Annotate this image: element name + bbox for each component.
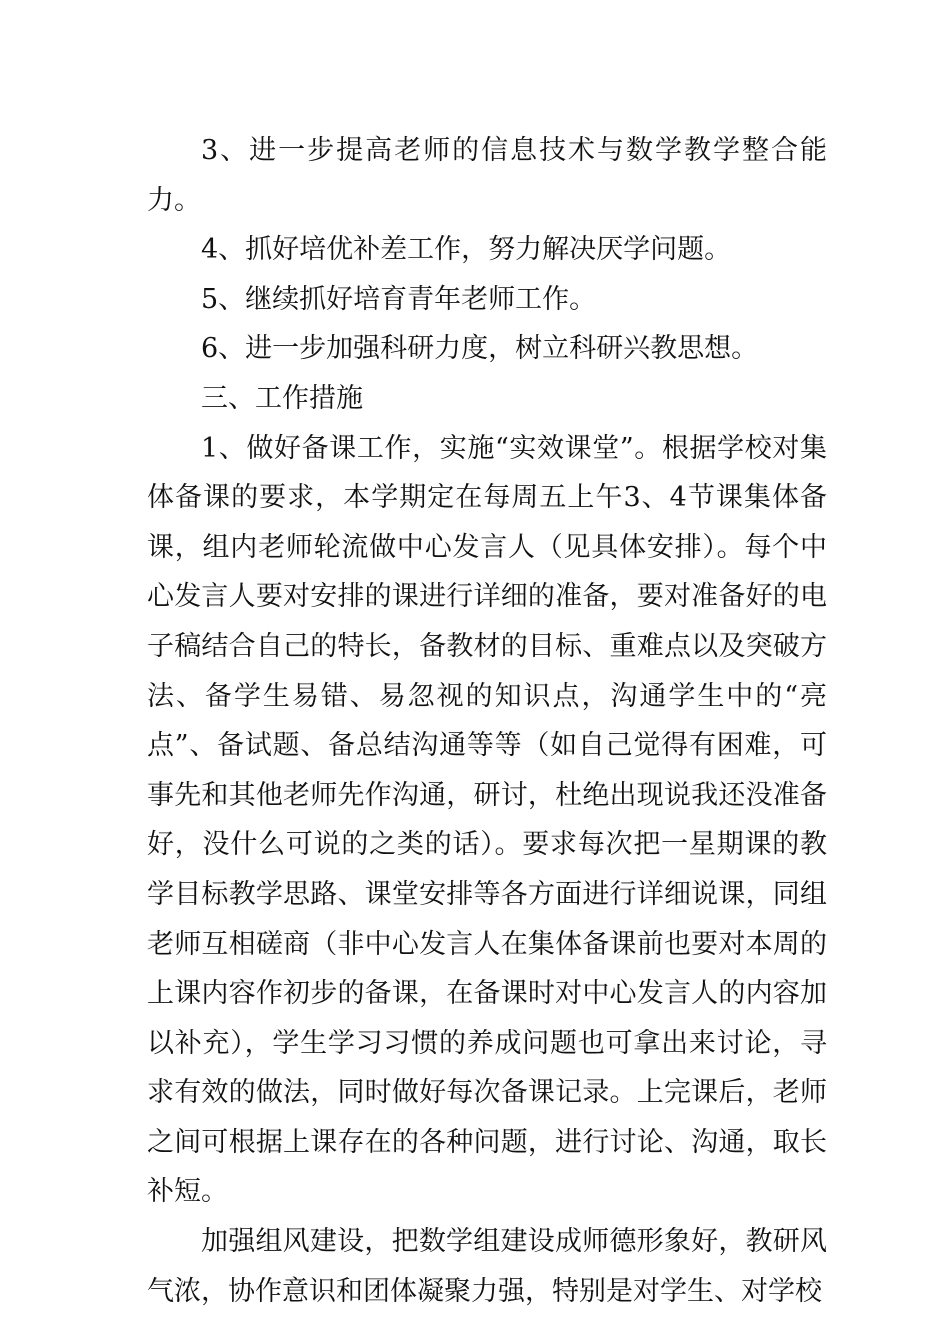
measure-paragraph-1: 1、做好备课工作，实施“实效课堂”。根据学校对集体备课的要求，本学期定在每周五上午3、4节课集体备课，组内老师轮流做中心发言人（见具体安排）。每个中心发言人要对安排的课进行详细的准备，要对准备好的电子稿结合自己的特长，备教材的目标、重难点以及突破方法、备学生易错、易忽视的知识点，沟通学生中的“亮点”、备试题、备总结沟通等等（如自己觉得有困难，可事先和其他老师先作沟通，研讨，杜绝出现说我还没准备好，没什么可说的之类的话）。要求每次把一星期课的教学目标教学思路、课堂安排等各方面进行详细说课，同组老师互相磋商（非中心发言人在集体备课前也要对本周的上课内容作初步的备课，在备课时对中心发言人的内容加以补充），学生学习习惯的养成问题也可拿出来讨论，寻求有效的做法，同时做好每次备课记录。上完课后，老师之间可根据上课存在的各种问题，进行讨论、沟通，取长补短。 (147, 432, 827, 1208)
goal-item-5: 5、继续抓好培育青年老师工作。 (201, 283, 597, 315)
team-building-paragraph: 加强组风建设，把数学组建设成师德形象好，教研风气浓，协作意识和团体凝聚力强，特别是对学生、对学校 (147, 1226, 827, 1307)
goal-item-4: 4、抓好培优补差工作，努力解决厌学问题。 (201, 234, 732, 266)
goal-item-6: 6、进一步加强科研力度，树立科研兴教思想。 (201, 333, 759, 365)
goal-item-3: 3、进一步提高老师的信息技术与数学教学整合能力。 (147, 135, 827, 216)
document-body (147, 126, 827, 1316)
section-heading-measures: 三、工作措施 (201, 382, 363, 414)
